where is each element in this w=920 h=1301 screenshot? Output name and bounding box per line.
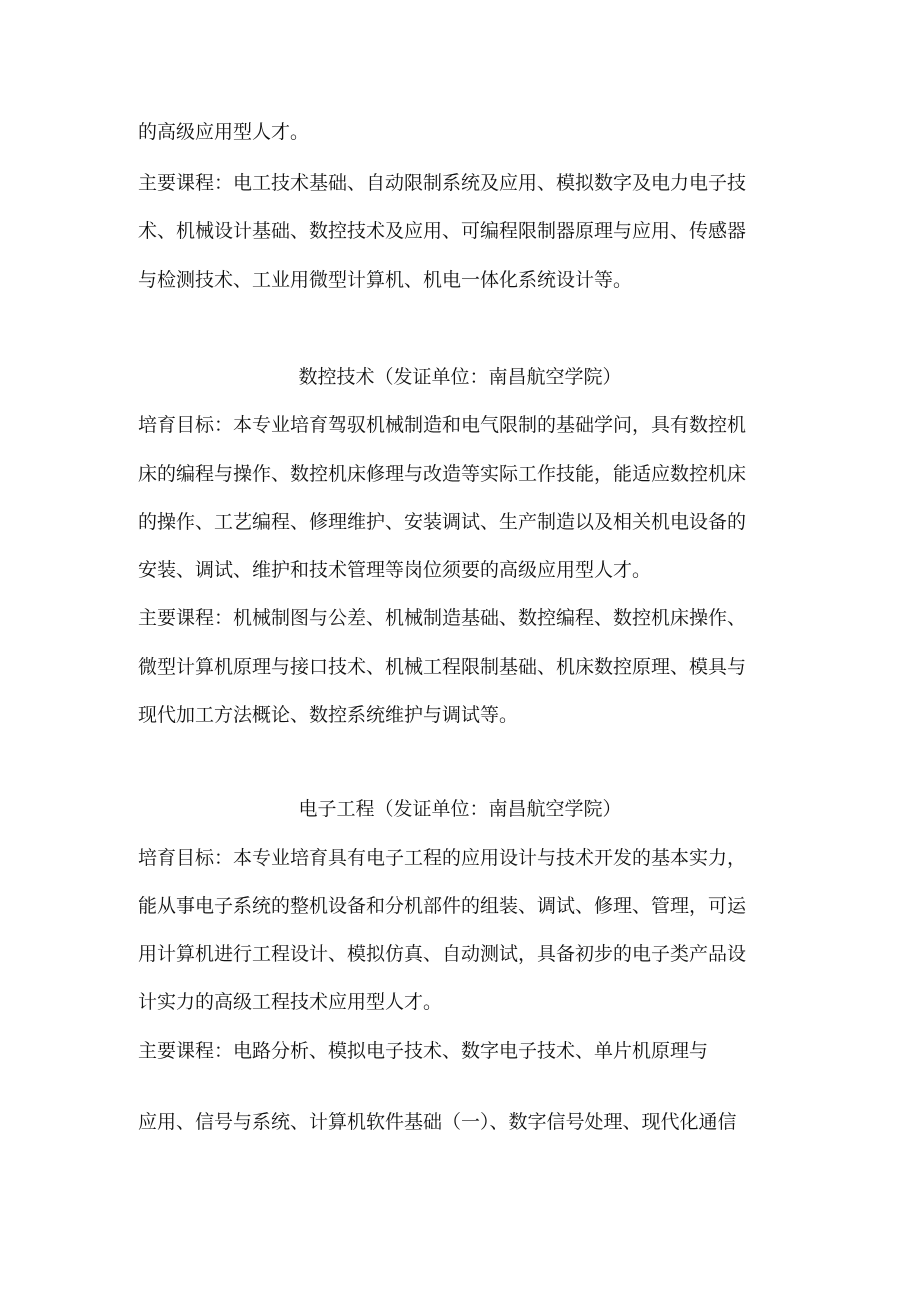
electronics-line-3: 用计算机进行工程设计、模拟仿真、自动测试，具备初步的电子类产品设 [138,943,747,965]
cnc-line-5: 主要课程：机械制图与公差、机械制造基础、数控编程、数控机床操作、 [138,607,747,629]
electronics-line-1: 培育目标：本专业培育具有电子工程的应用设计与技术开发的基本实力， [138,847,747,869]
cnc-line-4: 安装、调试、维护和技术管理等岗位须要的高级应用型人才。 [138,559,652,581]
cnc-line-1: 培育目标：本专业培育驾驭机械制造和电气限制的基础学问，具有数控机 [138,414,747,436]
electronics-line-5: 主要课程：电路分析、模拟电子技术、数字电子技术、单片机原理与 [138,1040,709,1062]
intro-line-4: 与检测技术、工业用微型计算机、机电一体化系统设计等。 [138,269,633,291]
electronics-heading: 电子工程（发证单位：南昌航空学院） [298,798,622,820]
cnc-line-7: 现代加工方法概论、数控系统维护与调试等。 [138,704,519,726]
cnc-heading: 数控技术（发证单位：南昌航空学院） [298,366,622,388]
electronics-line-2: 能从事电子系统的整机设备和分机部件的组装、调试、修理、管理，可运 [138,895,747,917]
cnc-line-6: 微型计算机原理与接口技术、机械工程限制基础、机床数控原理、模具与 [138,656,747,678]
cnc-line-2: 床的编程与操作、数控机床修理与改造等实际工作技能，能适应数控机床 [138,463,747,485]
intro-line-1: 的高级应用型人才。 [138,121,310,143]
cnc-line-3: 的操作、工艺编程、修理维护、安装调试、生产制造以及相关机电设备的 [138,511,747,533]
electronics-line-6: 应用、信号与系统、计算机软件基础（一）、数字信号处理、现代化通信 [138,1111,737,1133]
intro-line-2: 主要课程：电工技术基础、自动限制系统及应用、模拟数字及电力电子技 [138,172,747,194]
electronics-line-4: 计实力的高级工程技术应用型人才。 [138,991,443,1013]
intro-line-3: 术、机械设计基础、数控技术及应用、可编程限制器原理与应用、传感器 [138,220,747,242]
